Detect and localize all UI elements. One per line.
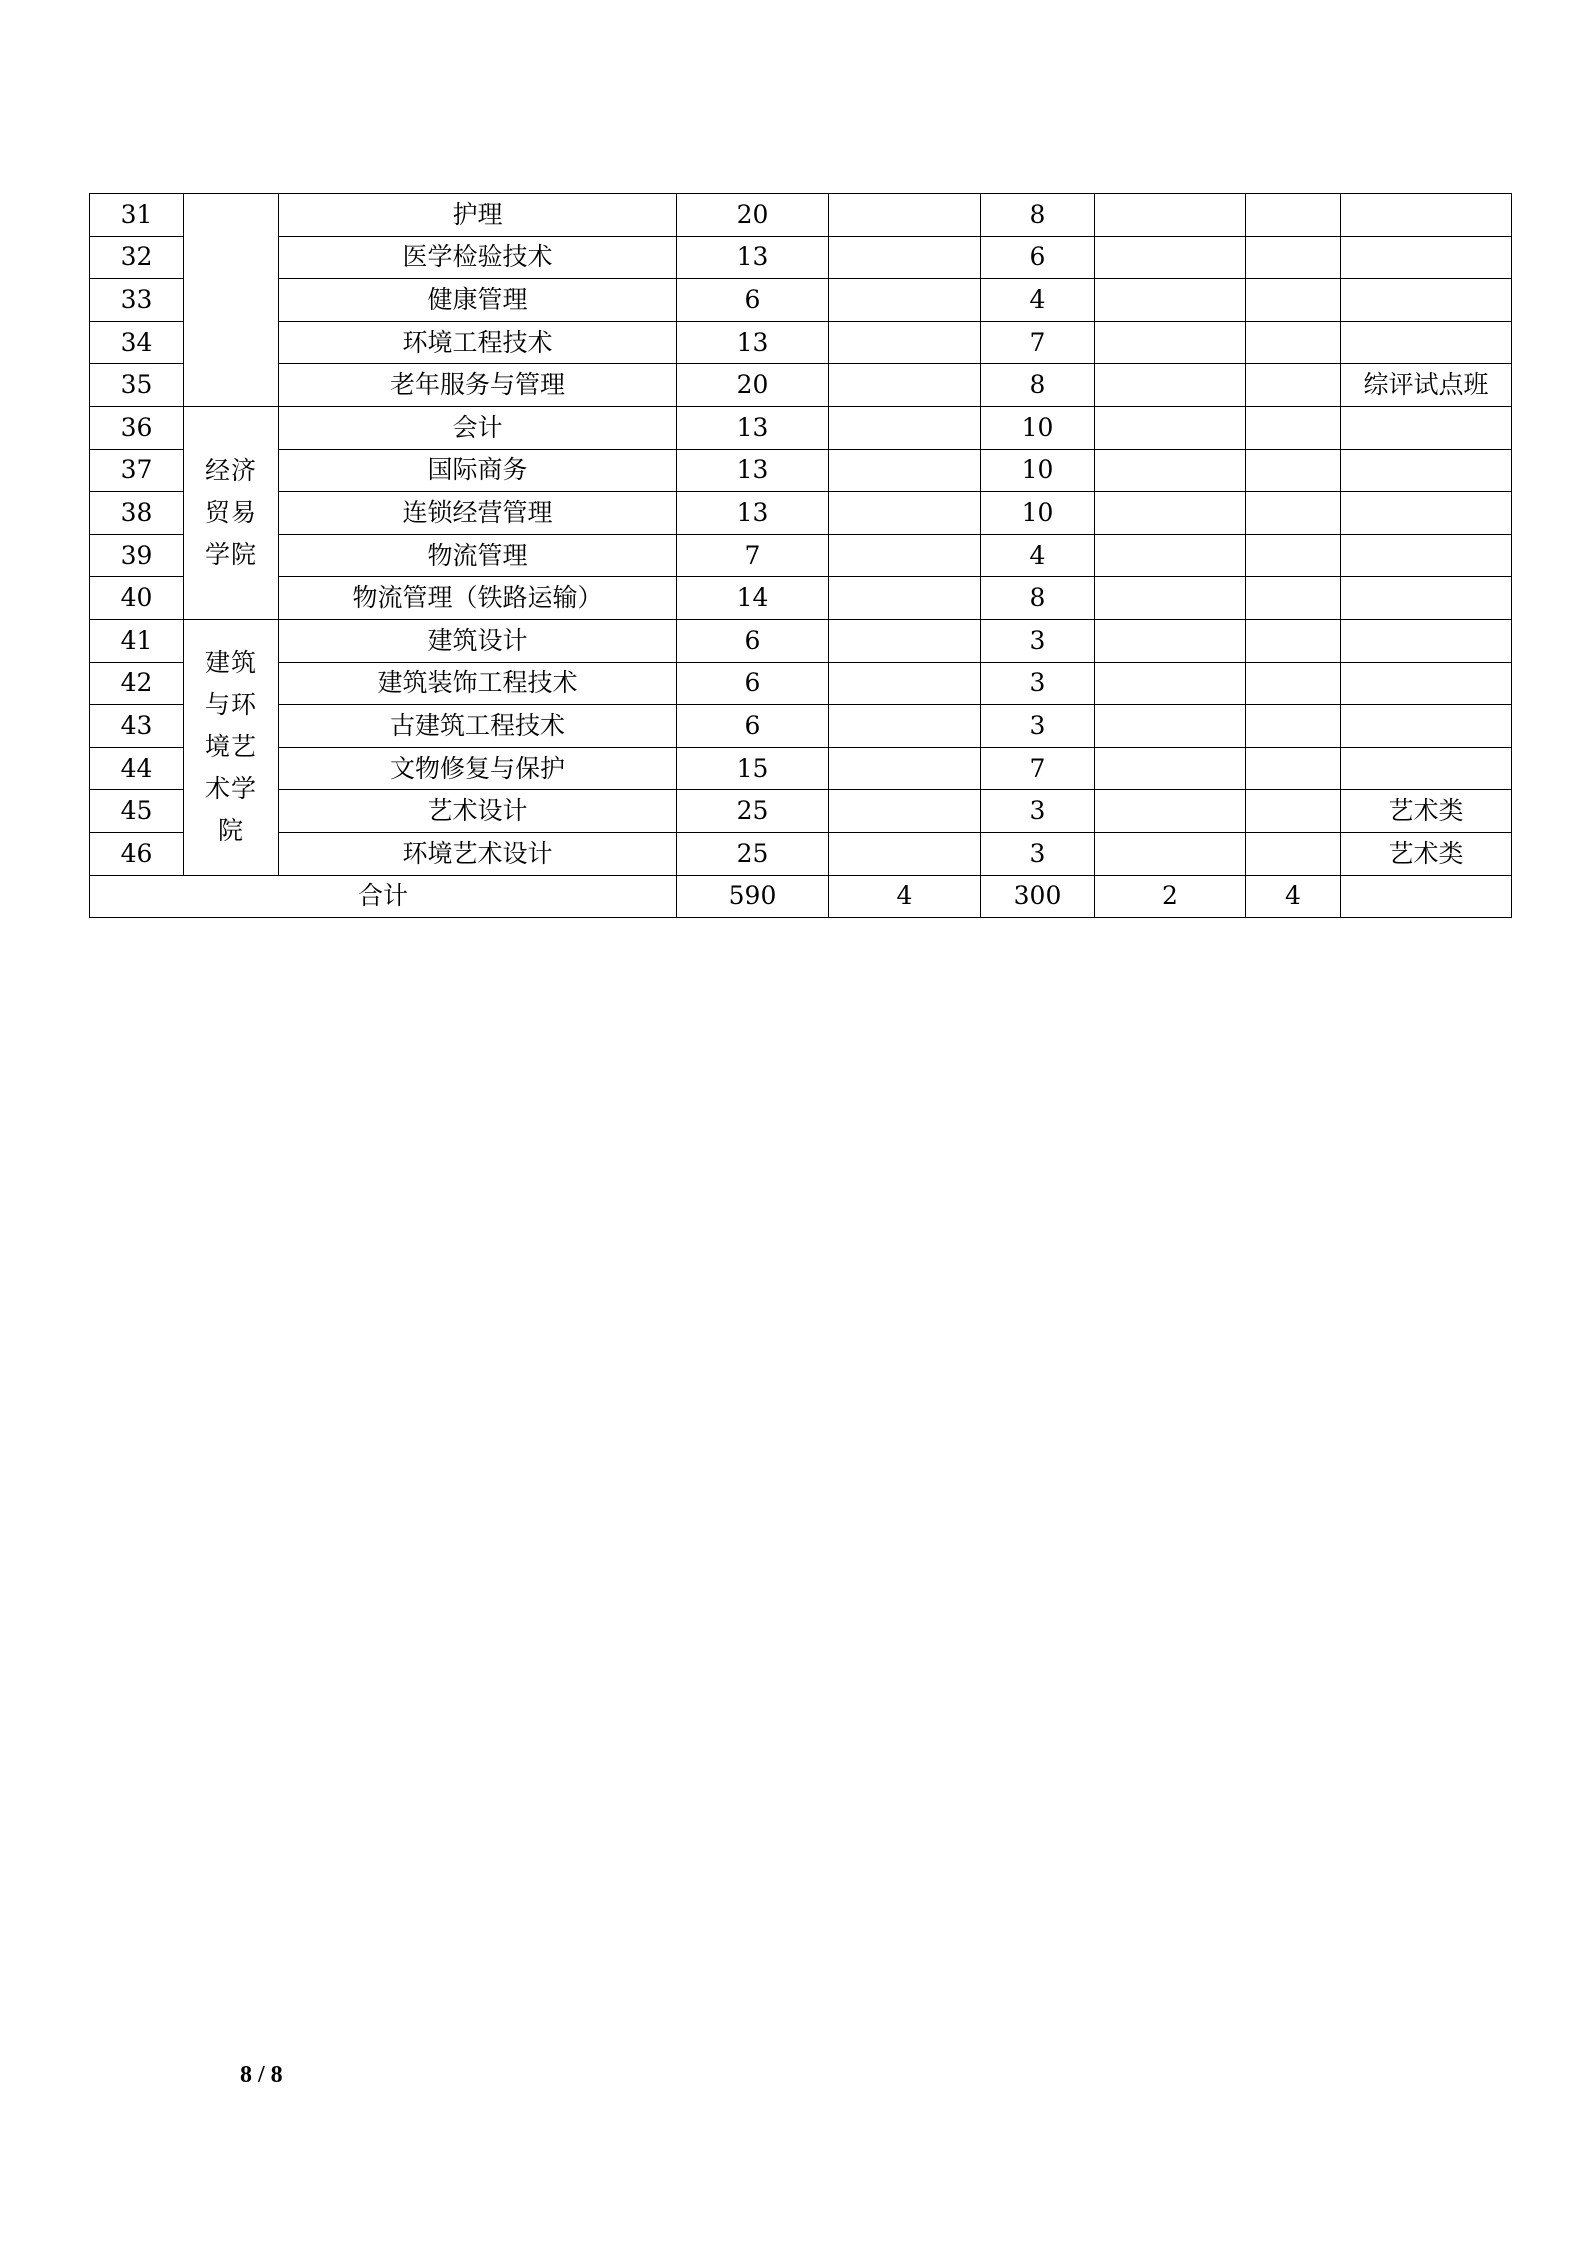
row-number: 34 [90, 321, 184, 364]
quota-b [829, 619, 981, 662]
quota-a: 6 [677, 279, 829, 322]
quota-b [829, 705, 981, 748]
quota-a: 13 [677, 406, 829, 449]
row-number: 38 [90, 492, 184, 535]
quota-a: 14 [677, 577, 829, 620]
table-row [90, 449, 1512, 492]
major-name: 建筑设计 [279, 619, 677, 662]
remark: 综评试点班 [1341, 364, 1512, 407]
quota-e [1246, 406, 1341, 449]
quota-c: 3 [981, 832, 1095, 875]
quota-b [829, 662, 981, 705]
remark [1341, 279, 1512, 322]
row-number: 43 [90, 705, 184, 748]
quota-d [1095, 236, 1246, 279]
total-row [90, 875, 1512, 918]
major-name: 文物修复与保护 [279, 747, 677, 790]
quota-c: 7 [981, 321, 1095, 364]
quota-a: 25 [677, 790, 829, 833]
quota-a: 13 [677, 492, 829, 535]
major-name: 物流管理 [279, 534, 677, 577]
row-number: 37 [90, 449, 184, 492]
quota-c: 4 [981, 534, 1095, 577]
page-number: 8 / 8 [240, 2062, 283, 2088]
table-row [90, 279, 1512, 322]
quota-b [829, 194, 981, 237]
row-number: 41 [90, 619, 184, 662]
row-number: 39 [90, 534, 184, 577]
quota-d [1095, 492, 1246, 535]
quota-a: 13 [677, 236, 829, 279]
quota-b [829, 236, 981, 279]
quota-a: 6 [677, 662, 829, 705]
quota-c: 8 [981, 364, 1095, 407]
quota-e [1246, 832, 1341, 875]
quota-e [1246, 321, 1341, 364]
quota-e [1246, 279, 1341, 322]
quota-d [1095, 619, 1246, 662]
remark [1341, 406, 1512, 449]
quota-b [829, 406, 981, 449]
quota-e [1246, 747, 1341, 790]
remark [1341, 236, 1512, 279]
quota-e [1246, 364, 1341, 407]
quota-a: 20 [677, 194, 829, 237]
quota-b [829, 577, 981, 620]
row-number: 36 [90, 406, 184, 449]
quota-c: 3 [981, 662, 1095, 705]
quota-d [1095, 747, 1246, 790]
remark: 艺术类 [1341, 790, 1512, 833]
college-cell-economics: 经济贸易学院 [184, 406, 279, 619]
quota-b [829, 492, 981, 535]
major-name: 连锁经营管理 [279, 492, 677, 535]
major-name: 老年服务与管理 [279, 364, 677, 407]
quota-c: 3 [981, 705, 1095, 748]
quota-c: 10 [981, 406, 1095, 449]
table-row [90, 492, 1512, 535]
remark [1341, 492, 1512, 535]
row-number: 42 [90, 662, 184, 705]
total-d: 2 [1095, 875, 1246, 918]
quota-c: 3 [981, 619, 1095, 662]
quota-d [1095, 364, 1246, 407]
major-name: 国际商务 [279, 449, 677, 492]
quota-c: 6 [981, 236, 1095, 279]
quota-b [829, 449, 981, 492]
total-e: 4 [1246, 875, 1341, 918]
row-number: 32 [90, 236, 184, 279]
quota-e [1246, 619, 1341, 662]
quota-e [1246, 705, 1341, 748]
quota-e [1246, 790, 1341, 833]
major-name: 护理 [279, 194, 677, 237]
quota-b [829, 279, 981, 322]
remark: 艺术类 [1341, 832, 1512, 875]
table-body [90, 194, 1512, 918]
remark [1341, 747, 1512, 790]
quota-c: 4 [981, 279, 1095, 322]
total-b: 4 [829, 875, 981, 918]
table-row [90, 832, 1512, 875]
quota-b [829, 364, 981, 407]
quota-c: 8 [981, 577, 1095, 620]
quota-d [1095, 406, 1246, 449]
table-row [90, 194, 1512, 237]
quota-a: 6 [677, 619, 829, 662]
major-name: 物流管理（铁路运输） [279, 577, 677, 620]
major-name: 健康管理 [279, 279, 677, 322]
row-number: 44 [90, 747, 184, 790]
college-cell-architecture: 建筑与环境艺术学院 [184, 619, 279, 875]
remark [1341, 619, 1512, 662]
quota-e [1246, 194, 1341, 237]
major-name: 环境艺术设计 [279, 832, 677, 875]
total-c: 300 [981, 875, 1095, 918]
quota-a: 7 [677, 534, 829, 577]
quota-b [829, 832, 981, 875]
quota-e [1246, 577, 1341, 620]
major-name: 会计 [279, 406, 677, 449]
college-cell-medical [184, 194, 279, 407]
quota-a: 20 [677, 364, 829, 407]
quota-e [1246, 534, 1341, 577]
row-number: 35 [90, 364, 184, 407]
table-row [90, 364, 1512, 407]
major-name: 建筑装饰工程技术 [279, 662, 677, 705]
quota-d [1095, 279, 1246, 322]
row-number: 40 [90, 577, 184, 620]
quota-c: 10 [981, 449, 1095, 492]
quota-d [1095, 705, 1246, 748]
total-remark [1341, 875, 1512, 918]
remark [1341, 705, 1512, 748]
quota-a: 13 [677, 321, 829, 364]
table-row [90, 577, 1512, 620]
major-name: 古建筑工程技术 [279, 705, 677, 748]
table-row [90, 406, 1512, 449]
table-row [90, 321, 1512, 364]
quota-d [1095, 662, 1246, 705]
quota-e [1246, 236, 1341, 279]
remark [1341, 577, 1512, 620]
remark [1341, 321, 1512, 364]
quota-e [1246, 449, 1341, 492]
quota-c: 10 [981, 492, 1095, 535]
quota-d [1095, 790, 1246, 833]
quota-e [1246, 662, 1341, 705]
row-number: 33 [90, 279, 184, 322]
remark [1341, 534, 1512, 577]
remark [1341, 449, 1512, 492]
quota-a: 25 [677, 832, 829, 875]
row-number: 45 [90, 790, 184, 833]
quota-d [1095, 534, 1246, 577]
quota-d [1095, 194, 1246, 237]
row-number: 31 [90, 194, 184, 237]
major-name: 环境工程技术 [279, 321, 677, 364]
row-number: 46 [90, 832, 184, 875]
quota-a: 15 [677, 747, 829, 790]
table-row [90, 619, 1512, 662]
major-name: 艺术设计 [279, 790, 677, 833]
quota-b [829, 747, 981, 790]
quota-c: 7 [981, 747, 1095, 790]
enrollment-plan-table [89, 193, 1512, 918]
table-row [90, 236, 1512, 279]
quota-b [829, 321, 981, 364]
quota-b [829, 534, 981, 577]
table-row [90, 747, 1512, 790]
total-label: 合计 [90, 875, 677, 918]
quota-d [1095, 321, 1246, 364]
table-row [90, 534, 1512, 577]
major-name: 医学检验技术 [279, 236, 677, 279]
table-row [90, 790, 1512, 833]
quota-b [829, 790, 981, 833]
quota-d [1095, 449, 1246, 492]
quota-d [1095, 577, 1246, 620]
total-a: 590 [677, 875, 829, 918]
quota-a: 6 [677, 705, 829, 748]
quota-a: 13 [677, 449, 829, 492]
table-row [90, 705, 1512, 748]
remark [1341, 194, 1512, 237]
quota-d [1095, 832, 1246, 875]
quota-c: 8 [981, 194, 1095, 237]
remark [1341, 662, 1512, 705]
quota-c: 3 [981, 790, 1095, 833]
table-row [90, 662, 1512, 705]
quota-e [1246, 492, 1341, 535]
